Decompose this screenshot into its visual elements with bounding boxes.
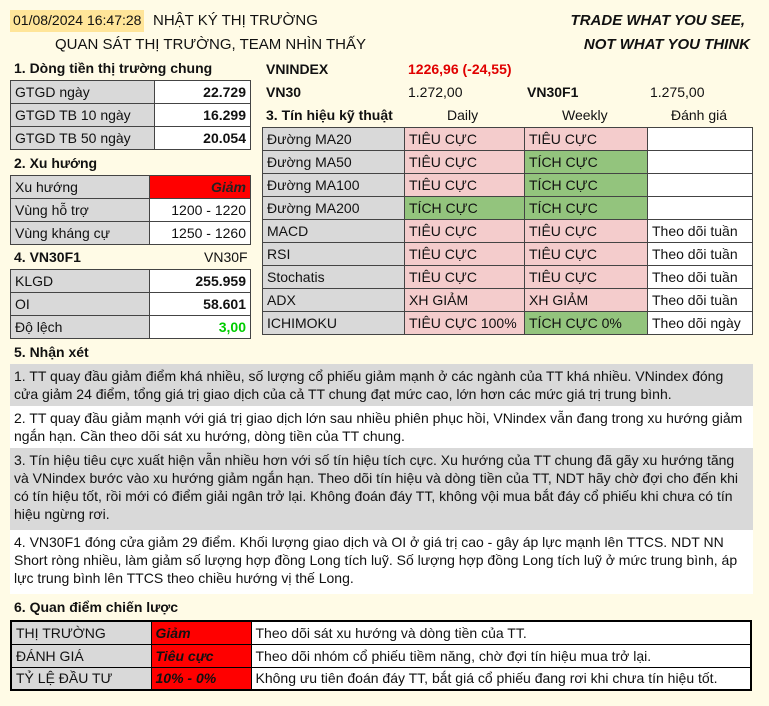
table-row — [263, 220, 753, 243]
signal-name: Đường MA20 — [263, 128, 405, 151]
signal-daily: TIÊU CỰC — [405, 266, 525, 289]
strategy-value: Giảm — [151, 621, 251, 644]
strategy-label: TỶ LỆ ĐẦU TƯ — [11, 667, 151, 690]
table-row — [263, 243, 753, 266]
signal-daily: TIÊU CỰC — [405, 128, 525, 151]
section4-heading-right: VN30F — [204, 249, 248, 265]
table-row — [11, 222, 251, 245]
signal-daily: TÍCH CỰC — [405, 197, 525, 220]
signal-eval: Theo dõi tuần — [648, 289, 753, 312]
row-label: Độ lệch — [11, 316, 150, 339]
vnindex-label: VNINDEX — [266, 61, 329, 77]
section1-heading: 1. Dòng tiền thị trường chung — [14, 60, 213, 76]
signal-eval — [648, 174, 753, 197]
table-row — [263, 128, 753, 151]
row-value: 255.959 — [150, 270, 251, 293]
row-value: 20.054 — [155, 127, 251, 150]
section2-heading: 2. Xu hướng — [14, 155, 98, 171]
futures-table — [10, 269, 251, 339]
signal-daily: XH GIẢM — [405, 289, 525, 312]
row-value: 22.729 — [155, 81, 251, 104]
report-title: NHẬT KÝ THỊ TRƯỜNG — [153, 12, 318, 29]
signal-eval: Theo dõi tuần — [648, 220, 753, 243]
signal-eval — [648, 151, 753, 174]
table-row — [11, 667, 751, 690]
vn30-label: VN30 — [266, 84, 302, 100]
section3-heading: 3. Tín hiệu kỹ thuật — [266, 107, 393, 123]
signal-weekly: TÍCH CỰC — [525, 151, 648, 174]
row-label: Vùng hỗ trợ — [11, 199, 150, 222]
table-row — [11, 81, 251, 104]
section5-heading: 5. Nhận xét — [14, 344, 89, 360]
table-row — [263, 151, 753, 174]
comment-3: 3. Tín hiệu tiêu cực xuất hiện vẫn nhiều hơn với số tín hiệu tích cực. Xu hướng của TT chung đã gãy xu hướng tăng và VNindex bước vào xu hướng giảm ngắn hạn. Theo dõi tín hiệu và dòng tiền của TT, NDT hãy chờ đợi cho đến khi có tín hiệu tốt, rồi mới có điểm giải ngân trở lại. Không đoán đáy TT, không vội mua bắt đáy cổ phiếu khi chưa có tín hiệu ngừng rơi. — [10, 448, 753, 530]
row-value: 58.601 — [150, 293, 251, 316]
signal-eval — [648, 197, 753, 220]
col-weekly: Weekly — [562, 107, 608, 123]
strategy-label: ĐÁNH GIÁ — [11, 644, 151, 667]
section6-heading: 6. Quan điểm chiến lược — [14, 599, 179, 615]
cash-flow-table — [10, 80, 251, 150]
strategy-table — [10, 620, 752, 691]
row-label: GTGD TB 50 ngày — [11, 127, 155, 150]
slogan-line-1: TRADE WHAT YOU SEE, — [570, 12, 745, 29]
strategy-desc: Theo dõi nhóm cổ phiếu tiềm năng, chờ đợi tín hiệu mua trở lại. — [251, 644, 751, 667]
vn30f1-value: 1.275,00 — [650, 84, 705, 100]
table-row — [11, 293, 251, 316]
row-label: Vùng kháng cự — [11, 222, 150, 245]
strategy-desc: Không ưu tiên đoán đáy TT, bắt giá cổ phiếu đang rơi khi chưa tín hiệu tốt. — [251, 667, 751, 690]
strategy-value: Tiêu cực — [151, 644, 251, 667]
row-label: Xu hướng — [11, 176, 150, 199]
signal-daily: TIÊU CỰC 100% — [405, 312, 525, 335]
signal-eval — [648, 128, 753, 151]
table-row — [263, 266, 753, 289]
row-label: OI — [11, 293, 150, 316]
table-row — [11, 644, 751, 667]
row-label: KLGD — [11, 270, 150, 293]
vn30-value: 1.272,00 — [408, 84, 463, 100]
table-row — [11, 176, 251, 199]
table-row — [263, 312, 753, 335]
vnindex-value: 1226,96 (-24,55) — [408, 61, 512, 77]
comment-1: 1. TT quay đầu giảm điểm khá nhiều, số lượng cổ phiếu giảm mạnh ở các ngành của TT khá nhiều. VNindex đóng cửa giảm 24 điểm, tổng giá trị giao dịch của cả TT chung đạt mức cao, lớn hơn các mức giá trị trung bình. — [10, 364, 753, 406]
vn30f1-label: VN30F1 — [527, 84, 579, 100]
signal-name: RSI — [263, 243, 405, 266]
table-row — [11, 199, 251, 222]
table-row — [11, 316, 251, 339]
signal-name: ICHIMOKU — [263, 312, 405, 335]
signal-name: Đường MA50 — [263, 151, 405, 174]
comment-2: 2. TT quay đầu giảm mạnh với giá trị giao dịch lớn sau nhiều phiên phục hồi, VNindex vẫn đang trong xu hướng giảm ngắn hạn. Cần theo dõi sát xu hướng, dòng tiền của TT chung. — [10, 406, 753, 448]
signal-eval: Theo dõi ngày — [648, 312, 753, 335]
table-row — [11, 104, 251, 127]
table-row — [263, 174, 753, 197]
signal-weekly: TIÊU CỰC — [525, 243, 648, 266]
signal-name: Đường MA200 — [263, 197, 405, 220]
signal-daily: TIÊU CỰC — [405, 151, 525, 174]
signal-weekly: TÍCH CỰC 0% — [525, 312, 648, 335]
row-label: GTGD ngày — [11, 81, 155, 104]
section4-heading: 4. VN30F1 — [14, 249, 81, 265]
col-daily: Daily — [447, 107, 479, 123]
table-row — [11, 127, 251, 150]
signal-daily: TIÊU CỰC — [405, 220, 525, 243]
strategy-desc: Theo dõi sát xu hướng và dòng tiền của TT. — [251, 621, 751, 644]
signal-weekly: TÍCH CỰC — [525, 197, 648, 220]
table-row — [263, 289, 753, 312]
table-row — [11, 621, 751, 644]
signal-eval: Theo dõi tuần — [648, 243, 753, 266]
slogan-line-2: NOT WHAT YOU THINK — [583, 36, 750, 53]
strategy-label: THỊ TRƯỜNG — [11, 621, 151, 644]
signal-name: Đường MA100 — [263, 174, 405, 197]
col-eval: Đánh giá — [671, 107, 728, 123]
trend-value: Giảm — [150, 176, 251, 199]
signal-daily: TIÊU CỰC — [405, 174, 525, 197]
signal-name: MACD — [263, 220, 405, 243]
table-row — [263, 197, 753, 220]
comment-4: 4. VN30F1 đóng cửa giảm 29 điểm. Khối lượng giao dịch và OI ở giá trị cao - gây áp lực mạnh lên TTCS. NDT NN Short ròng nhiều, làm giảm số lượng hợp đồng Long tích luỹ. Số lượng hợp đồng Long tích luỹ ở mức trung bình, áp lực trung bình lên TTCS theo chiều hướng vị thế Long. — [10, 530, 753, 594]
signal-weekly: TIÊU CỰC — [525, 266, 648, 289]
signal-weekly: XH GIẢM — [525, 289, 648, 312]
signal-weekly: TÍCH CỰC — [525, 174, 648, 197]
signals-table — [262, 127, 753, 335]
deviation-value: 3,00 — [150, 316, 251, 339]
trend-table — [10, 175, 251, 245]
signal-weekly: TIÊU CỰC — [525, 220, 648, 243]
signal-weekly: TIÊU CỰC — [525, 128, 648, 151]
support-value: 1200 - 1220 — [150, 199, 251, 222]
strategy-value: 10% - 0% — [151, 667, 251, 690]
timestamp: 01/08/2024 16:47:28 — [10, 10, 144, 32]
signal-daily: TIÊU CỰC — [405, 243, 525, 266]
row-label: GTGD TB 10 ngày — [11, 104, 155, 127]
signal-name: ADX — [263, 289, 405, 312]
resistance-value: 1250 - 1260 — [150, 222, 251, 245]
table-row — [11, 270, 251, 293]
row-value: 16.299 — [155, 104, 251, 127]
report-subtitle: QUAN SÁT THỊ TRƯỜNG, TEAM NHÌN THẤY — [55, 36, 366, 53]
signal-name: Stochatis — [263, 266, 405, 289]
signal-eval: Theo dõi tuần — [648, 266, 753, 289]
